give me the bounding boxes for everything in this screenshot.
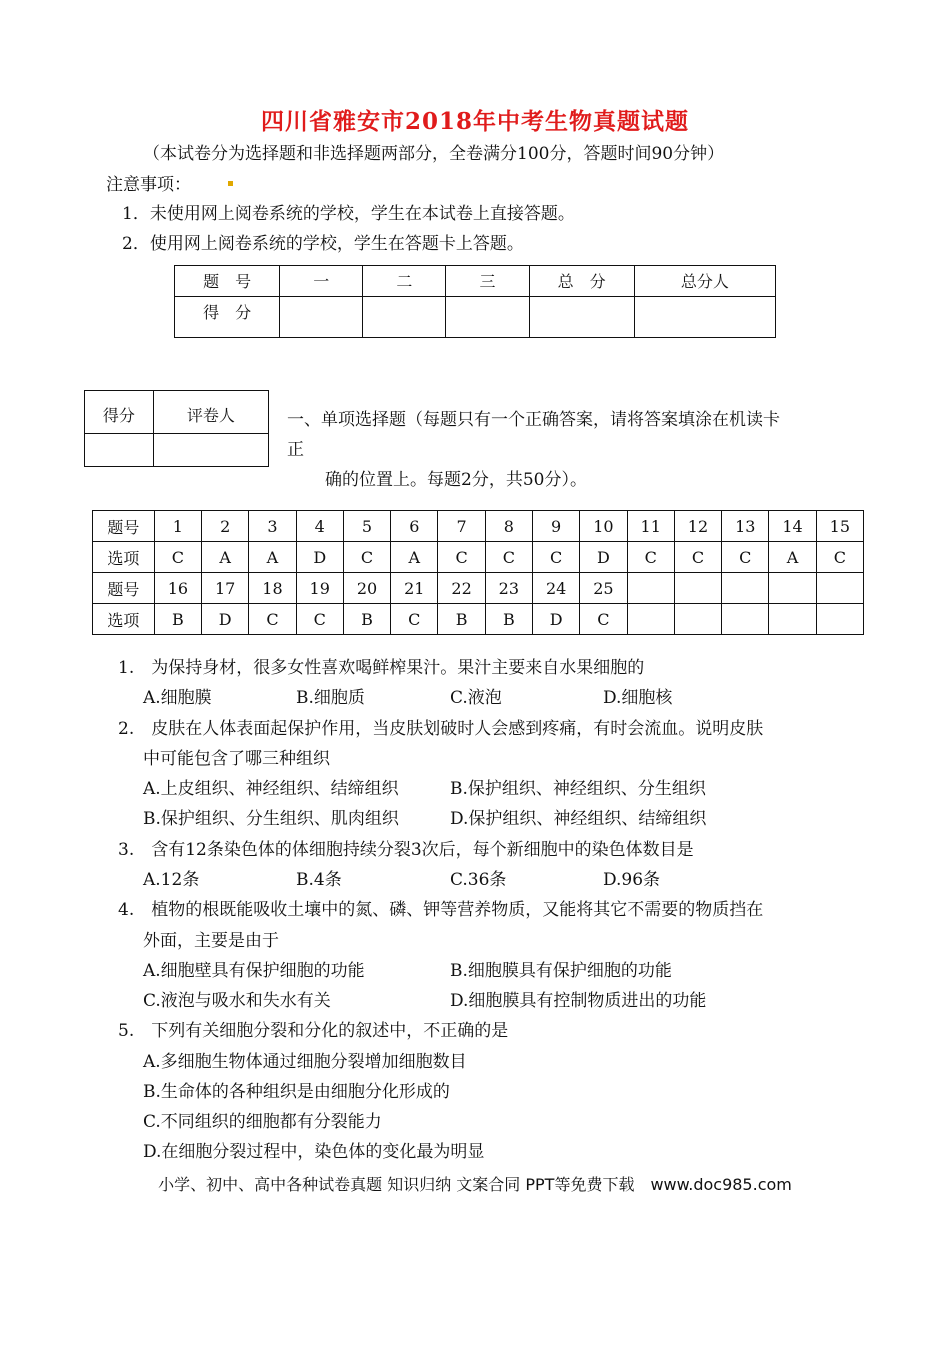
answer-choice-cell: C [249, 604, 296, 635]
q1-option-c: C.液泡 [450, 688, 502, 708]
section1-heading-line2: 正 [287, 440, 304, 460]
q2-option-a: A.上皮组织、神经组织、结缔组织 [143, 779, 399, 799]
question-number-cell: 24 [533, 573, 580, 604]
notice-item-2: 2．使用网上阅卷系统的学校，学生在答题卡上答题。 [122, 234, 524, 254]
q4-option-c: C.液泡与吸水和失水有关 [143, 991, 331, 1011]
score-header-part2: 二 [363, 266, 446, 297]
question-number-cell [722, 573, 769, 604]
question-number-cell: 3 [249, 511, 296, 542]
question-number-cell: 1 [154, 511, 201, 542]
question-number-cell: 23 [485, 573, 532, 604]
score-cell[interactable] [634, 297, 775, 338]
answer-choice-cell: C [154, 542, 201, 573]
answer-choice-cell [722, 604, 769, 635]
score-header-part1: 一 [280, 266, 363, 297]
answer-choice-cell [816, 604, 863, 635]
q3-option-b: B.4条 [296, 870, 342, 890]
q3-option-d: D.96条 [603, 870, 661, 890]
answer-choice-cell: A [202, 542, 249, 573]
answer-row-label: 选项 [93, 542, 155, 573]
notice-heading: 注意事项： [106, 175, 191, 195]
answer-table-row [93, 573, 864, 604]
q4-stem-cont: 外面，主要是由于 [143, 931, 279, 951]
answer-choice-cell [627, 604, 674, 635]
q4-option-b: B.细胞膜具有保护细胞的功能 [450, 961, 672, 981]
question-number-cell: 18 [249, 573, 296, 604]
q5-option-d: D.在细胞分裂过程中，染色体的变化最为明显 [143, 1142, 485, 1162]
answer-table-row [93, 542, 864, 573]
q5-option-a: A.多细胞生物体通过细胞分裂增加细胞数目 [143, 1052, 467, 1072]
section1-heading-line3: 确的位置上。每题2分，共50分）。 [325, 470, 587, 490]
grader-cell[interactable] [85, 434, 154, 467]
answer-choice-cell: D [580, 542, 627, 573]
answer-choice-cell: D [533, 604, 580, 635]
answer-choice-cell: A [249, 542, 296, 573]
q1-option-d: D.细胞核 [603, 688, 673, 708]
question-number-cell [769, 573, 816, 604]
score-header-scorer: 总分人 [634, 266, 775, 297]
answer-choice-cell: C [580, 604, 627, 635]
question-number-cell [674, 573, 721, 604]
answer-choice-cell: C [674, 542, 721, 573]
score-header-total: 总 分 [529, 266, 634, 297]
question-number-cell: 6 [391, 511, 438, 542]
answer-choice-cell: C [343, 542, 390, 573]
answer-row-label: 题号 [93, 573, 155, 604]
answer-table-row [93, 604, 864, 635]
question-number-cell: 17 [202, 573, 249, 604]
q4-stem: 4. 植物的根既能吸收土壤中的氮、磷、钾等营养物质，又能将其它不需要的物质挡在 [118, 900, 764, 920]
question-number-cell: 22 [438, 573, 485, 604]
score-cell[interactable] [446, 297, 529, 338]
grader-cell[interactable] [153, 434, 268, 467]
answer-choice-cell: C [485, 542, 532, 573]
answer-table [92, 510, 864, 635]
q5-option-c: C.不同组织的细胞都有分裂能力 [143, 1112, 382, 1132]
question-number-cell [816, 573, 863, 604]
answer-choice-cell: C [296, 604, 343, 635]
grader-table [84, 390, 269, 467]
question-number-cell: 12 [674, 511, 721, 542]
section1-heading-line1: 一、单项选择题（每题只有一个正确答案，请将答案填涂在机读卡 [287, 410, 780, 430]
question-number-cell: 11 [627, 511, 674, 542]
grader-header-score: 得分 [85, 391, 154, 434]
q1-option-a: A.细胞膜 [143, 688, 212, 708]
answer-choice-cell: C [391, 604, 438, 635]
q4-option-d: D.细胞膜具有控制物质进出的功能 [450, 991, 707, 1011]
score-header-label: 题 号 [175, 266, 280, 297]
answer-choice-cell: C [438, 542, 485, 573]
answer-choice-cell: C [533, 542, 580, 573]
answer-choice-cell [674, 604, 721, 635]
question-number-cell: 25 [580, 573, 627, 604]
question-number-cell: 21 [391, 573, 438, 604]
answer-row-label: 选项 [93, 604, 155, 635]
answer-choice-cell: B [154, 604, 201, 635]
question-number-cell: 5 [343, 511, 390, 542]
q2-stem: 2. 皮肤在人体表面起保护作用，当皮肤划破时人会感到疼痛，有时会流血。说明皮肤 [118, 719, 764, 739]
question-number-cell: 9 [533, 511, 580, 542]
answer-choice-cell: C [722, 542, 769, 573]
stray-mark [228, 181, 233, 186]
question-number-cell [627, 573, 674, 604]
q5-stem: 5. 下列有关细胞分裂和分化的叙述中，不正确的是 [118, 1021, 509, 1041]
answer-choice-cell: A [769, 542, 816, 573]
answer-choice-cell: B [438, 604, 485, 635]
answer-choice-cell: B [343, 604, 390, 635]
question-number-cell: 7 [438, 511, 485, 542]
question-number-cell: 16 [154, 573, 201, 604]
q3-option-a: A.12条 [143, 870, 200, 890]
question-number-cell: 19 [296, 573, 343, 604]
q3-option-c: C.36条 [450, 870, 507, 890]
footer-banner: 小学、初中、高中各种试卷真题 知识归纳 文案合同 PPT等免费下载 www.doc985.com [158, 1175, 792, 1194]
q2-option-b: B.保护组织、神经组织、分生组织 [450, 779, 706, 799]
score-cell[interactable] [280, 297, 363, 338]
score-table [174, 265, 776, 338]
question-number-cell: 20 [343, 573, 390, 604]
answer-choice-cell: C [627, 542, 674, 573]
page-title: 四川省雅安市2018年中考生物真题试题 [260, 108, 689, 135]
score-header-part3: 三 [446, 266, 529, 297]
score-row-label: 得 分 [175, 297, 280, 338]
q5-option-b: B.生命体的各种组织是由细胞分化形成的 [143, 1082, 450, 1102]
q2-stem-cont: 中可能包含了哪三种组织 [143, 749, 330, 769]
question-number-cell: 10 [580, 511, 627, 542]
question-number-cell: 8 [485, 511, 532, 542]
score-cell[interactable] [363, 297, 446, 338]
answer-choice-cell: D [202, 604, 249, 635]
question-number-cell: 13 [722, 511, 769, 542]
answer-table-row [93, 511, 864, 542]
answer-choice-cell [769, 604, 816, 635]
question-number-cell: 2 [202, 511, 249, 542]
notice-item-1: 1．未使用网上阅卷系统的学校，学生在本试卷上直接答题。 [122, 204, 575, 224]
q3-stem: 3. 含有12条染色体的体细胞持续分裂3次后，每个新细胞中的染色体数目是 [118, 840, 694, 860]
answer-choice-cell: B [485, 604, 532, 635]
q2-option-c: B.保护组织、分生组织、肌肉组织 [143, 809, 399, 829]
q2-option-d: D.保护组织、神经组织、结缔组织 [450, 809, 707, 829]
answer-choice-cell: D [296, 542, 343, 573]
exam-subtitle: （本试卷分为选择题和非选择题两部分，全卷满分100分，答题时间90分钟） [143, 144, 725, 164]
answer-row-label: 题号 [93, 511, 155, 542]
question-number-cell: 15 [816, 511, 863, 542]
question-number-cell: 4 [296, 511, 343, 542]
q1-option-b: B.细胞质 [296, 688, 365, 708]
question-number-cell: 14 [769, 511, 816, 542]
answer-choice-cell: C [816, 542, 863, 573]
answer-choice-cell: A [391, 542, 438, 573]
score-cell[interactable] [529, 297, 634, 338]
grader-header-marker: 评卷人 [153, 391, 268, 434]
q1-stem: 1. 为保持身材，很多女性喜欢喝鲜榨果汁。果汁主要来自水果细胞的 [118, 658, 645, 678]
q4-option-a: A.细胞壁具有保护细胞的功能 [143, 961, 365, 981]
